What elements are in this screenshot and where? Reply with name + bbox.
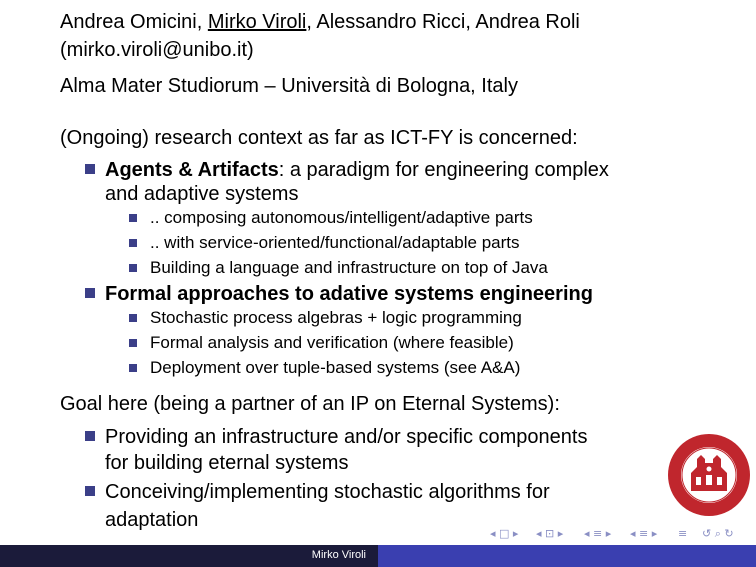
nav-subsection-icon[interactable]: ◂ ≡ ▸ bbox=[630, 527, 658, 540]
email: (mirko.viroli@unibo.it) bbox=[60, 39, 254, 61]
context-item-2: Formal approaches to adative systems engineering bbox=[105, 283, 593, 305]
context-item-1-line-2: and adaptive systems bbox=[105, 183, 299, 205]
context-sub-5: Formal analysis and verification (where feasible) bbox=[150, 333, 514, 352]
footer-bar bbox=[0, 545, 756, 567]
context-item-1-rest: : a paradigm for engineering complex bbox=[278, 159, 609, 181]
author-omicini: Andrea Omicini, bbox=[60, 11, 208, 33]
nav-frame-icon[interactable]: ◂ ⊡ ▸ bbox=[536, 527, 564, 540]
nav-section-icon[interactable]: ◂ ≡ ▸ bbox=[584, 527, 612, 540]
goal-heading: Goal here (being a partner of an IP on Eternal Systems): bbox=[60, 393, 560, 415]
university-seal-logo bbox=[667, 433, 751, 517]
authors-rest: , Alessandro Ricci, Andrea Roli bbox=[306, 11, 580, 33]
sub-bullet-icon bbox=[129, 314, 137, 322]
authors-line bbox=[60, 10, 580, 34]
context-item-1-bold: Agents & Artifacts bbox=[105, 159, 279, 181]
bullet-square-icon bbox=[85, 164, 95, 174]
context-sub-3: Building a language and infrastructure on top of Java bbox=[150, 258, 548, 277]
nav-first-icon[interactable]: ◂ □ ▸ bbox=[490, 527, 519, 540]
sub-bullet-icon bbox=[129, 239, 137, 247]
context-sub-2: .. with service-oriented/functional/adaptable parts bbox=[150, 233, 520, 252]
goal-item-1-line-2: for building eternal systems bbox=[105, 452, 349, 474]
context-heading: (Ongoing) research context as far as ICT-FY is concerned: bbox=[60, 127, 578, 149]
context-sub-1: .. composing autonomous/intelligent/adaptive parts bbox=[150, 208, 533, 227]
goal-item-2: Conceiving/implementing stochastic algorithms for bbox=[105, 481, 550, 503]
sub-bullet-icon bbox=[129, 364, 137, 372]
context-item-1 bbox=[105, 158, 609, 182]
sub-bullet-icon bbox=[129, 214, 137, 222]
context-sub-6: Deployment over tuple-based systems (see A&A) bbox=[150, 358, 521, 377]
bullet-square-icon bbox=[85, 486, 95, 496]
footer-right-panel bbox=[378, 545, 756, 567]
footer-presenter: Mirko Viroli bbox=[311, 549, 366, 561]
bullet-square-icon bbox=[85, 288, 95, 298]
nav-slide-icon[interactable]: ≡ bbox=[678, 527, 688, 540]
nav-search-icon[interactable]: ↺ ⌕ ↻ bbox=[702, 527, 734, 540]
author-viroli: Mirko Viroli bbox=[207, 11, 307, 33]
sub-bullet-icon bbox=[129, 339, 137, 347]
context-sub-4: Stochastic process algebras + logic programming bbox=[150, 308, 522, 327]
navigation-controls bbox=[490, 527, 754, 541]
goal-item-1: Providing an infrastructure and/or specific components bbox=[105, 426, 588, 448]
goal-item-2-line-2: adaptation bbox=[105, 509, 199, 531]
sub-bullet-icon bbox=[129, 264, 137, 272]
bullet-square-icon bbox=[85, 431, 95, 441]
affiliation: Alma Mater Studiorum – Università di Bologna, Italy bbox=[60, 75, 518, 97]
